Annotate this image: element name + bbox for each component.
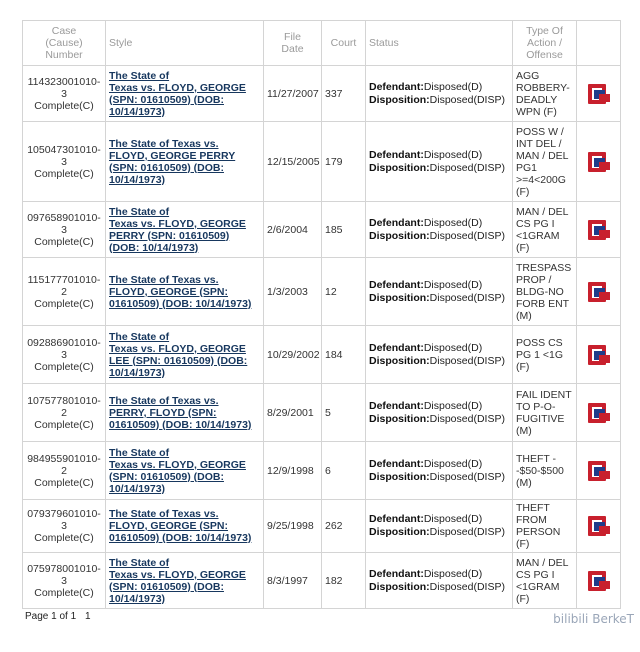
case-number-line: 105047301010-: [27, 143, 101, 156]
header-document: [577, 21, 621, 66]
status-cell: [366, 258, 513, 326]
case-number-line: 2: [61, 285, 67, 298]
offense-cell: [513, 66, 577, 122]
disposition-label: Disposition:: [369, 412, 430, 425]
case-number-cell: [23, 442, 106, 500]
offense-line: (F): [516, 241, 530, 254]
defendant-status: [369, 400, 509, 413]
header-type-line: Offense: [526, 49, 563, 61]
header-status[interactable]: Status: [366, 21, 513, 66]
offense-line: THEFT -: [516, 452, 557, 465]
document-icon[interactable]: [577, 202, 621, 258]
disposition-label: Disposition:: [369, 93, 430, 106]
disposition-status: [369, 471, 509, 484]
disposition-label: Disposition:: [369, 580, 430, 593]
case-style-line: (DOB: 10/14/1973): [109, 241, 199, 254]
style-cell: [106, 384, 264, 442]
defendant-value: Disposed(D): [423, 80, 483, 93]
defendant-value: Disposed(D): [423, 216, 483, 229]
disposition-value: Disposed(DISP): [429, 93, 505, 106]
offense-line: THEFT: [516, 502, 550, 514]
disposition-value: Disposed(DISP): [429, 412, 505, 425]
case-number-cell: [23, 326, 106, 384]
case-style-line: The State of Texas vs.: [109, 137, 219, 150]
disposition-status: [369, 162, 509, 175]
case-style-line: 10/14/1973): [109, 482, 166, 495]
case-style-line: (SPN: 01610509) (DOB:: [109, 161, 224, 174]
case-style-link[interactable]: [109, 395, 260, 431]
case-number-line: 984955901010-: [27, 452, 101, 465]
header-court[interactable]: Court: [322, 21, 366, 66]
offense-line: PROP /: [516, 273, 552, 286]
case-number-line: Complete(C): [34, 235, 94, 248]
offense-line: (M): [516, 424, 532, 437]
disposition-label: Disposition:: [369, 526, 430, 538]
court-cell: 12: [322, 258, 366, 326]
offense-line: (M): [516, 309, 532, 322]
offense-line: POSS CS: [516, 336, 563, 349]
case-style-line: The State of: [109, 205, 170, 218]
defendant-value: Disposed(D): [423, 567, 483, 580]
file-date-cell: 12/9/1998: [264, 442, 322, 500]
case-style-line: 10/14/1973): [109, 592, 166, 605]
offense-line: TO P-O-: [516, 400, 556, 413]
defendant-status: [369, 279, 509, 292]
document-icon[interactable]: [586, 459, 612, 483]
table-row: [23, 384, 621, 442]
table-row: [23, 258, 621, 326]
court-cell: 184: [322, 326, 366, 384]
document-icon[interactable]: [586, 82, 612, 106]
style-cell: [106, 66, 264, 122]
case-style-line: 01610509) (DOB: 10/14/1973): [109, 297, 252, 310]
disposition-status: [369, 292, 509, 305]
case-number-cell: [23, 384, 106, 442]
disposition-status: [369, 413, 509, 426]
offense-line: TRESPASS: [516, 261, 572, 274]
document-icon[interactable]: [586, 218, 612, 242]
disposition-value: Disposed(DISP): [429, 161, 505, 174]
watermark: bilibili BerkeT: [553, 612, 634, 626]
case-style-line: PERRY (SPN: 01610509): [109, 229, 230, 242]
offense-line: (M): [516, 476, 532, 489]
style-cell: [106, 442, 264, 500]
document-icon[interactable]: [586, 401, 612, 425]
case-number-line: 075978001010-: [27, 562, 101, 575]
status-cell: [366, 384, 513, 442]
case-number-line: 079379601010-: [27, 508, 101, 520]
defendant-value: Disposed(D): [423, 148, 483, 161]
pagination: [25, 611, 97, 622]
case-style-line: (SPN: 01610509) (DOB:: [109, 470, 224, 483]
case-style-line: Texas vs. FLOYD, GEORGE: [109, 568, 246, 581]
document-icon[interactable]: [577, 122, 621, 202]
case-number-line: Complete(C): [34, 532, 94, 544]
defendant-status: [369, 342, 509, 355]
header-case-line: Number: [45, 49, 83, 61]
offense-cell: [513, 122, 577, 202]
header-type-line: Type Of: [526, 25, 563, 37]
document-icon[interactable]: [586, 280, 612, 304]
header-file-date[interactable]: [264, 21, 322, 66]
case-number-line: 2: [61, 406, 67, 419]
offense-line: PG 1 <1G: [516, 348, 563, 361]
table-row: [23, 202, 621, 258]
case-number-line: 3: [61, 155, 67, 168]
disposition-value: Disposed(DISP): [429, 470, 505, 483]
table-row: [23, 500, 621, 553]
offense-cell: [513, 326, 577, 384]
offense-line: FROM: [516, 514, 547, 526]
offense-line: WPN (F): [516, 105, 557, 118]
offense-line: FAIL IDENT: [516, 388, 572, 401]
header-date-line: Date: [281, 43, 304, 55]
case-style-link[interactable]: [109, 274, 260, 310]
case-number-line: 115177701010-: [27, 273, 101, 286]
case-style-line: 10/14/1973): [109, 366, 166, 379]
case-style-link[interactable]: [109, 447, 260, 495]
court-cell: 185: [322, 202, 366, 258]
document-icon[interactable]: [586, 343, 612, 367]
file-date-cell: 2/6/2004: [264, 202, 322, 258]
offense-line: (F): [516, 185, 530, 198]
case-number-line: Complete(C): [34, 476, 94, 489]
offense-line: AGG: [516, 69, 540, 82]
defendant-label: Defendant:: [369, 399, 424, 412]
case-number-line: 3: [61, 223, 67, 236]
offense-line: <1GRAM: [516, 229, 560, 242]
header-style[interactable]: Style: [106, 21, 264, 66]
court-cell: 179: [322, 122, 366, 202]
offense-line: CS PG I: [516, 568, 555, 581]
case-number-line: 3: [61, 348, 67, 361]
case-number-line: 3: [61, 520, 67, 532]
disposition-label: Disposition:: [369, 354, 430, 367]
offense-line: CS PG I: [516, 217, 555, 230]
offense-line: PERSON: [516, 526, 561, 538]
table-row: [23, 442, 621, 500]
case-style-line: 10/14/1973): [109, 105, 166, 118]
defendant-status: [369, 149, 509, 162]
table-row: [23, 326, 621, 384]
case-style-link[interactable]: [109, 557, 260, 605]
file-date-cell: 12/15/2005: [264, 122, 322, 202]
defendant-label: Defendant:: [369, 457, 424, 470]
header-type-of-offense[interactable]: [513, 21, 577, 66]
case-style-line: (SPN: 01610509) (DOB:: [109, 93, 224, 106]
case-style-line: The State of: [109, 69, 170, 82]
document-icon[interactable]: [577, 442, 621, 500]
file-date-cell: 11/27/2007: [264, 66, 322, 122]
case-style-line: 01610509) (DOB: 10/14/1973): [109, 418, 252, 431]
table-row: [23, 553, 621, 609]
defendant-status: [369, 458, 509, 471]
disposition-status: [369, 230, 509, 243]
document-icon[interactable]: [577, 66, 621, 122]
disposition-value: Disposed(DISP): [429, 229, 505, 242]
style-cell: [106, 122, 264, 202]
defendant-label: Defendant:: [369, 341, 424, 354]
document-icon[interactable]: [577, 326, 621, 384]
defendant-label: Defendant:: [369, 148, 424, 161]
defendant-status: [369, 81, 509, 94]
defendant-label: Defendant:: [369, 278, 424, 291]
offense-line: MAN / DEL: [516, 556, 569, 569]
style-cell: [106, 326, 264, 384]
style-cell: [106, 258, 264, 326]
disposition-status: [369, 526, 509, 539]
defendant-label: Defendant:: [369, 567, 424, 580]
document-icon[interactable]: [586, 150, 612, 174]
offense-line: MAN / DEL: [516, 205, 569, 218]
document-icon[interactable]: [577, 500, 621, 553]
case-number-cell: [23, 258, 106, 326]
disposition-label: Disposition:: [369, 229, 430, 242]
offense-cell: [513, 500, 577, 553]
offense-cell: [513, 384, 577, 442]
status-cell: [366, 553, 513, 609]
offense-line: MAN / DEL: [516, 149, 569, 162]
case-style-line: The State of: [109, 446, 170, 459]
disposition-label: Disposition:: [369, 470, 430, 483]
disposition-label: Disposition:: [369, 291, 430, 304]
offense-line: ROBBERY-: [516, 81, 570, 94]
header-case-line: Case: [51, 25, 77, 37]
case-style-line: FLOYD, GEORGE (SPN:: [109, 285, 229, 298]
document-icon[interactable]: [577, 258, 621, 326]
offense-line: INT DEL /: [516, 137, 562, 150]
case-style-line: Texas vs. FLOYD, GEORGE: [109, 81, 246, 94]
style-cell: [106, 500, 264, 553]
case-number-line: Complete(C): [34, 167, 94, 180]
offense-cell: [513, 553, 577, 609]
case-style-link[interactable]: [109, 70, 260, 118]
case-number-line: 3: [61, 87, 67, 100]
page-count: Page 1 of 1: [25, 611, 77, 622]
disposition-value: Disposed(DISP): [429, 580, 505, 593]
offense-line: FUGITIVE: [516, 412, 565, 425]
defendant-label: Defendant:: [369, 80, 424, 93]
style-cell: [106, 202, 264, 258]
defendant-value: Disposed(D): [423, 513, 483, 525]
defendant-status: [369, 217, 509, 230]
page-link-1[interactable]: 1: [84, 611, 91, 622]
file-date-cell: 10/29/2002: [264, 326, 322, 384]
offense-cell: [513, 202, 577, 258]
court-cell: 182: [322, 553, 366, 609]
case-number-line: 107577801010-: [27, 394, 101, 407]
case-style-line: FLOYD, GEORGE (SPN:: [109, 520, 229, 532]
case-style-line: The State of Texas vs.: [109, 273, 219, 286]
header-case-line: (Cause): [45, 37, 83, 49]
case-number-line: 3: [61, 574, 67, 587]
defendant-value: Disposed(D): [423, 278, 483, 291]
case-style-line: 10/14/1973): [109, 173, 166, 186]
disposition-status: [369, 94, 509, 107]
header-date-line: File: [284, 31, 301, 43]
case-style-line: (SPN: 01610509) (DOB:: [109, 580, 224, 593]
case-number-line: Complete(C): [34, 99, 94, 112]
offense-line: POSS W /: [516, 125, 564, 138]
case-style-line: The State of: [109, 556, 170, 569]
disposition-value: Disposed(DISP): [429, 526, 505, 538]
case-number-line: 092886901010-: [27, 336, 101, 349]
table-header-row: [23, 21, 621, 66]
document-icon[interactable]: [586, 569, 612, 593]
status-cell: [366, 442, 513, 500]
file-date-cell: 1/3/2003: [264, 258, 322, 326]
case-number-line: Complete(C): [34, 360, 94, 373]
offense-cell: [513, 258, 577, 326]
table-row: [23, 122, 621, 202]
disposition-status: [369, 581, 509, 594]
defendant-status: [369, 568, 509, 581]
case-number-line: 114323001010-: [27, 75, 101, 88]
document-icon[interactable]: [577, 553, 621, 609]
disposition-value: Disposed(DISP): [429, 291, 505, 304]
case-style-line: The State of Texas vs.: [109, 508, 219, 520]
file-date-cell: 9/25/1998: [264, 500, 322, 553]
status-cell: [366, 122, 513, 202]
offense-line: -$50-$500: [516, 464, 564, 477]
status-cell: [366, 66, 513, 122]
case-style-line: 01610509) (DOB: 10/14/1973): [109, 532, 252, 544]
case-number-line: 097658901010-: [27, 211, 101, 224]
offense-line: (F): [516, 592, 530, 605]
file-date-cell: 8/29/2001: [264, 384, 322, 442]
offense-line: FORB ENT: [516, 297, 570, 310]
case-style-link[interactable]: [109, 138, 260, 186]
disposition-label: Disposition:: [369, 161, 430, 174]
case-number-cell: [23, 500, 106, 553]
case-number-cell: [23, 122, 106, 202]
case-style-line: Texas vs. FLOYD, GEORGE: [109, 458, 246, 471]
disposition-value: Disposed(DISP): [429, 354, 505, 367]
document-icon[interactable]: [586, 514, 612, 538]
header-case-number[interactable]: [23, 21, 106, 66]
status-cell: [366, 202, 513, 258]
court-cell: 262: [322, 500, 366, 553]
case-style-line: The State of: [109, 330, 170, 343]
offense-cell: [513, 442, 577, 500]
case-style-link[interactable]: [109, 206, 260, 254]
disposition-status: [369, 355, 509, 368]
offense-line: (F): [516, 538, 530, 550]
case-number-cell: [23, 202, 106, 258]
status-cell: [366, 500, 513, 553]
case-style-line: FLOYD, GEORGE PERRY: [109, 149, 236, 162]
offense-line: BLDG-NO: [516, 285, 564, 298]
case-style-line: The State of Texas vs.: [109, 394, 219, 407]
court-cell: 337: [322, 66, 366, 122]
case-style-line: Texas vs. FLOYD, GEORGE: [109, 217, 246, 230]
file-date-cell: 8/3/1997: [264, 553, 322, 609]
offense-line: <1GRAM: [516, 580, 560, 593]
offense-line: PG1: [516, 161, 538, 174]
defendant-value: Disposed(D): [423, 341, 483, 354]
case-style-link[interactable]: [109, 331, 260, 379]
status-cell: [366, 326, 513, 384]
document-icon[interactable]: [577, 384, 621, 442]
court-cell: 5: [322, 384, 366, 442]
defendant-value: Disposed(D): [423, 457, 483, 470]
case-number-cell: [23, 66, 106, 122]
offense-line: (F): [516, 360, 530, 373]
case-style-line: LEE (SPN: 01610509) (DOB:: [109, 354, 248, 367]
case-style-line: Texas vs. FLOYD, GEORGE: [109, 342, 246, 355]
case-number-line: 2: [61, 464, 67, 477]
case-style-line: PERRY, FLOYD (SPN:: [109, 406, 217, 419]
court-cell: 6: [322, 442, 366, 500]
case-number-line: Complete(C): [34, 418, 94, 431]
defendant-value: Disposed(D): [423, 399, 483, 412]
defendant-label: Defendant:: [369, 216, 424, 229]
table-row: [23, 66, 621, 122]
offense-line: >=4<200G: [516, 173, 566, 186]
header-type-line: Action /: [526, 37, 563, 49]
case-results-table: [22, 20, 621, 609]
defendant-status: [369, 513, 509, 526]
case-number-line: Complete(C): [34, 586, 94, 599]
case-number-cell: [23, 553, 106, 609]
case-number-line: Complete(C): [34, 297, 94, 310]
defendant-label: Defendant:: [369, 513, 424, 525]
style-cell: [106, 553, 264, 609]
case-style-link[interactable]: [109, 508, 260, 544]
offense-line: DEADLY: [516, 93, 558, 106]
